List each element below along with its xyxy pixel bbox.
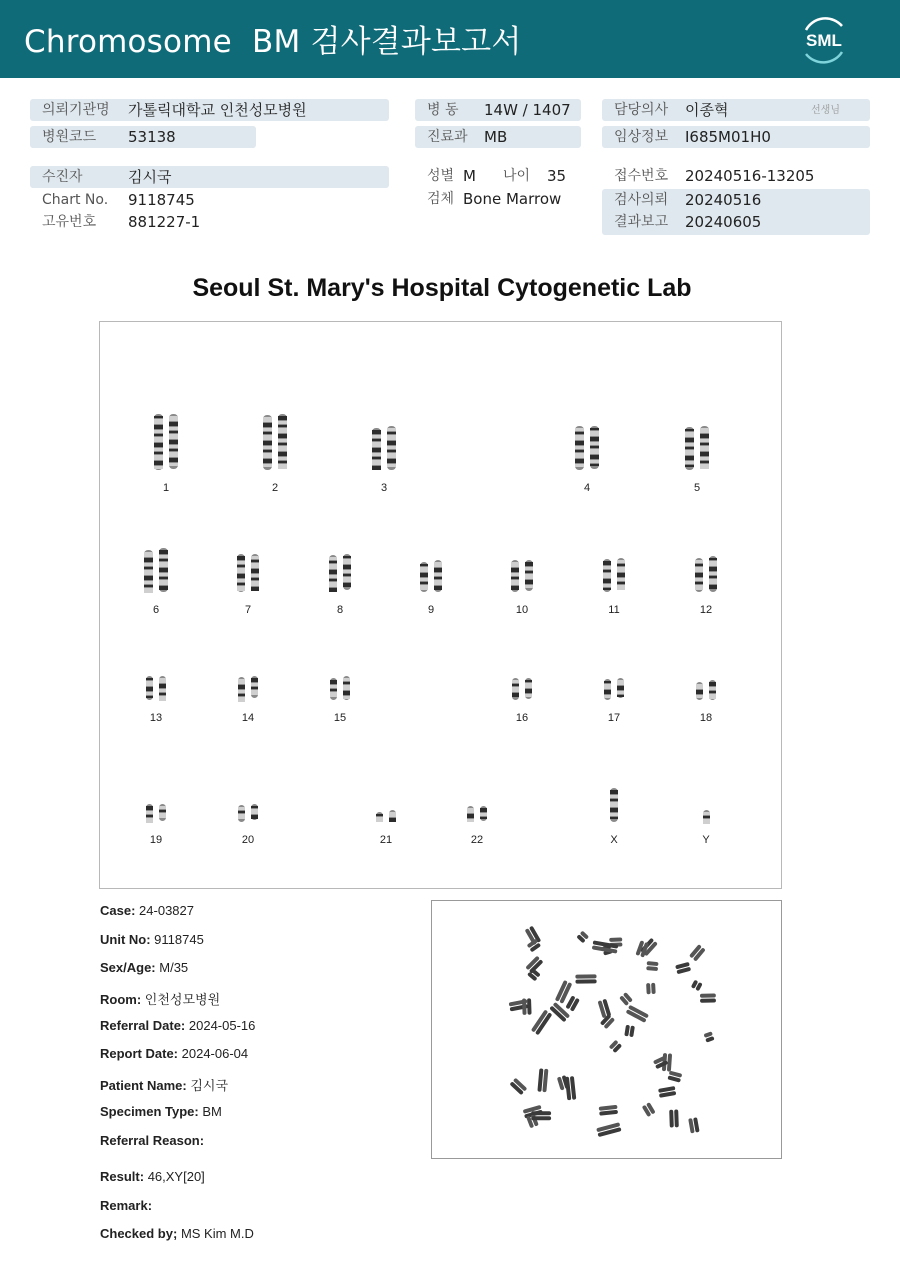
field-report-date — [602, 211, 870, 235]
chromosome-11-pair — [601, 556, 627, 594]
chromosome-12-pair — [693, 554, 719, 594]
metaphase-spread-icon — [432, 901, 781, 1158]
field-label: 나이 — [503, 168, 531, 184]
chromosome-17-pair — [602, 676, 626, 702]
field-label: 진료과 — [427, 129, 468, 145]
chromosome-label: 13 — [149, 712, 163, 724]
field-value: 20240605 — [685, 213, 762, 231]
sex-age-line — [100, 960, 188, 975]
field-department — [415, 126, 581, 148]
field-value: 53138 — [128, 128, 176, 146]
field-receipt-no — [602, 165, 870, 187]
specimen-type-line — [100, 1104, 222, 1119]
chromosome-8-pair — [327, 552, 353, 594]
field-unique-no — [30, 211, 389, 233]
field-value: 9118745 — [128, 191, 195, 209]
chromosome-label: 14 — [241, 712, 255, 724]
checked-by-line — [100, 1226, 254, 1241]
field-label: 접수번호 — [614, 168, 669, 184]
field-value: 35 — [547, 167, 567, 185]
case-label: Case: — [100, 903, 136, 918]
chromosome-label: 22 — [470, 834, 484, 846]
field-label: 고유번호 — [42, 214, 97, 230]
chromosome-1-pair — [152, 412, 180, 472]
chromosome-label: 8 — [336, 604, 344, 616]
karyogram-panel — [99, 321, 782, 889]
report-header — [0, 0, 900, 78]
field-request-date — [602, 189, 870, 211]
field-value: Bone Marrow — [463, 190, 562, 208]
field-chart-no — [30, 189, 389, 211]
chromosome-20-pair — [236, 802, 260, 824]
field-label: 수진자 — [42, 169, 83, 185]
chromosome-label: 12 — [699, 604, 713, 616]
chromosome-3-pair — [370, 424, 398, 472]
chromosome-y-pair — [699, 808, 714, 824]
referral-reason-label: Referral Reason: — [100, 1133, 205, 1148]
patient-name-label: Patient Name: — [100, 1078, 187, 1093]
chromosome-label: 5 — [693, 482, 701, 494]
checked-by-value: MS Kim M.D — [180, 1226, 254, 1241]
report-date-line — [100, 1046, 248, 1061]
field-specimen — [415, 188, 595, 210]
sml-logo-icon — [796, 12, 852, 68]
chromosome-15-pair — [328, 674, 352, 702]
chromosome-9-pair — [418, 558, 444, 594]
unit-no-value: 9118745 — [154, 932, 204, 947]
referral-date-value: 2024-05-16 — [188, 1018, 256, 1033]
referral-reason-line — [100, 1133, 204, 1148]
report-date-label: Report Date: — [100, 1046, 179, 1061]
chromosome-4-pair — [573, 424, 601, 472]
remark-line — [100, 1198, 152, 1213]
sex-age-label: Sex/Age: — [100, 960, 156, 975]
logo-text: SML — [806, 31, 842, 50]
chromosome-19-pair — [144, 802, 168, 824]
field-value: 20240516 — [685, 191, 762, 209]
unit-no-line — [100, 932, 204, 947]
metaphase-image — [431, 900, 782, 1159]
chromosome-2-pair — [261, 412, 289, 472]
chromosome-13-pair — [144, 674, 168, 702]
chromosome-label: 4 — [583, 482, 591, 494]
field-value: 김시국 — [128, 168, 172, 186]
case-line — [100, 903, 194, 918]
lab-title: Seoul St. Mary's Hospital Cytogenetic Lab — [192, 274, 692, 302]
chromosome-label: 7 — [244, 604, 252, 616]
chromosome-label: 10 — [515, 604, 529, 616]
chromosome-label: 2 — [271, 482, 279, 494]
chromosome-label: 11 — [608, 604, 620, 616]
chromosome-21-pair — [374, 808, 398, 824]
room-value: 인천성모병원 — [144, 992, 221, 1007]
chromosome-x-pair — [606, 786, 622, 824]
chromosome-label: 19 — [149, 834, 163, 846]
chromosome-16-pair — [510, 676, 534, 702]
field-hospital-code — [30, 126, 256, 148]
field-label: 임상정보 — [614, 129, 669, 145]
referral-date-line — [100, 1018, 255, 1033]
chromosome-label: 6 — [152, 604, 160, 616]
checked-by-label: Checked by; — [100, 1226, 178, 1241]
case-value: 24-03827 — [139, 903, 194, 918]
report-date-value: 2024-06-04 — [181, 1046, 249, 1061]
room-line — [100, 989, 220, 1008]
chromosome-label: Y — [702, 834, 710, 846]
chromosome-label: 17 — [607, 712, 621, 724]
chromosome-label: X — [610, 834, 618, 846]
field-value: M — [463, 167, 476, 185]
chromosome-6-pair — [142, 546, 170, 594]
field-value: MB — [484, 128, 508, 146]
field-label: 검사의뢰 — [614, 192, 669, 208]
chromosome-14-pair — [236, 674, 260, 702]
room-label: Room: — [100, 992, 142, 1007]
field-institution — [30, 99, 389, 121]
chromosome-18-pair — [694, 678, 718, 702]
remark-label: Remark: — [100, 1198, 153, 1213]
chromosome-10-pair — [509, 558, 535, 594]
specimen-type-label: Specimen Type: — [100, 1104, 199, 1119]
chromosome-label: 3 — [380, 482, 388, 494]
field-ward — [415, 99, 581, 121]
chromosome-22-pair — [465, 804, 489, 824]
field-label: 성별 — [427, 168, 455, 184]
field-value: I685M01H0 — [685, 128, 771, 146]
field-value: 20240516-13205 — [685, 167, 815, 185]
result-label: Result: — [100, 1169, 145, 1184]
field-clinical-info — [602, 126, 870, 148]
chromosome-label: 20 — [241, 834, 255, 846]
field-patient — [30, 166, 389, 188]
chromosome-label: 21 — [379, 834, 393, 846]
field-label: 결과보고 — [614, 214, 669, 230]
sex-age-value: M/35 — [159, 960, 189, 975]
field-label: Chart No. — [42, 192, 109, 208]
chromosome-label: 15 — [333, 712, 347, 724]
field-label: 의뢰기관명 — [42, 102, 110, 118]
field-doctor — [602, 99, 870, 121]
chromosome-7-pair — [235, 552, 261, 594]
result-line — [100, 1169, 205, 1184]
specimen-type-value: BM — [202, 1104, 222, 1119]
field-value: 이종혁 — [685, 101, 729, 119]
chromosome-label: 18 — [699, 712, 713, 724]
field-label: 검체 — [427, 191, 455, 207]
referral-date-label: Referral Date: — [100, 1018, 186, 1033]
field-value: 881227-1 — [128, 213, 201, 231]
field-sex — [415, 165, 495, 187]
patient-name-line — [100, 1075, 228, 1094]
report-title: Chromosome BM 검사결과보고서 — [24, 24, 522, 60]
field-label: 담당의사 — [614, 102, 669, 118]
chromosome-label: 1 — [162, 482, 170, 494]
field-age — [491, 165, 581, 187]
patient-name-value: 김시국 — [190, 1078, 229, 1093]
unit-no-label: Unit No: — [100, 932, 151, 947]
field-label: 병 동 — [427, 102, 459, 118]
chromosome-label: 16 — [515, 712, 529, 724]
chromosome-5-pair — [683, 424, 711, 472]
field-value: 가톨릭대학교 인천성모병원 — [128, 101, 307, 119]
field-label: 병원코드 — [42, 129, 97, 145]
result-value: 46,XY[20] — [147, 1169, 205, 1184]
chromosome-label: 9 — [427, 604, 435, 616]
doctor-suffix: 선생님 — [811, 105, 840, 116]
field-value: 14W / 1407 — [484, 101, 571, 119]
